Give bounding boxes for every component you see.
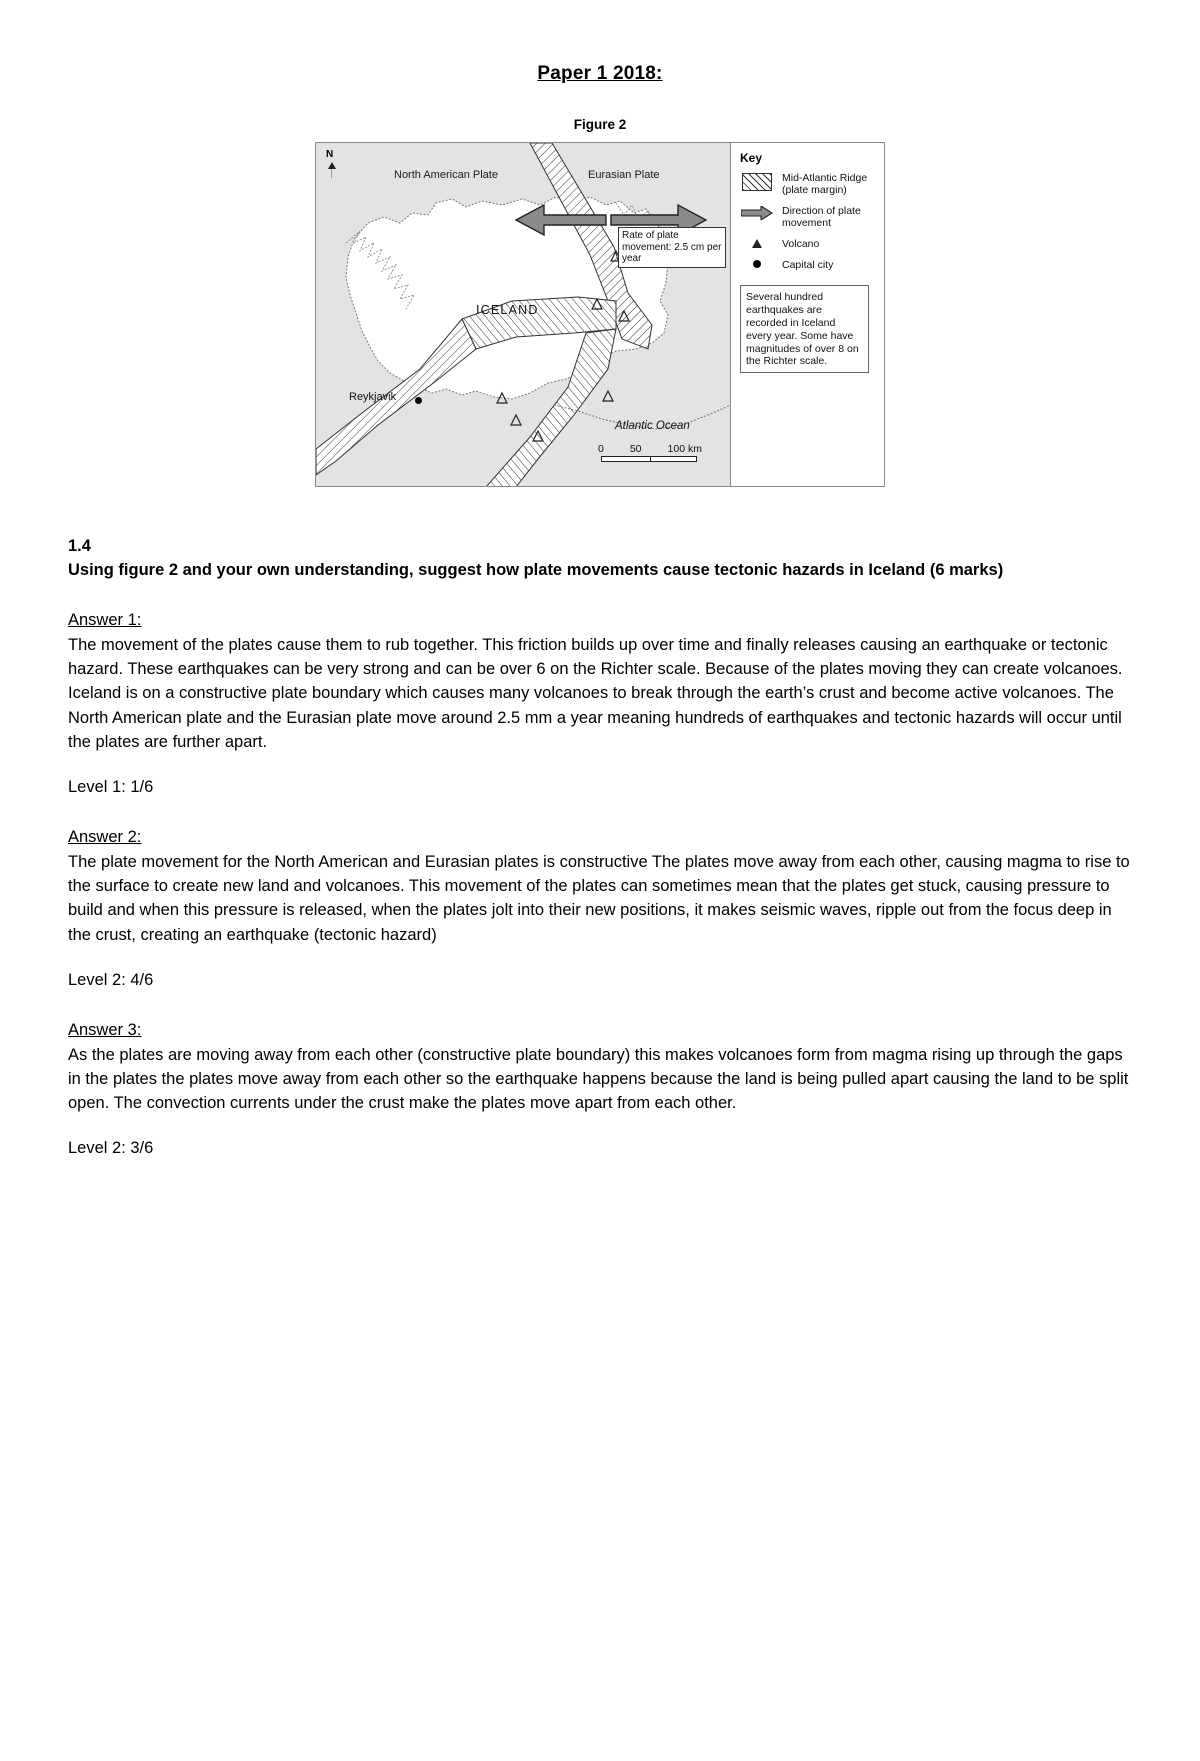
label-reykjavik: Reykjavik xyxy=(349,391,397,403)
capital-city-dot-icon xyxy=(415,397,422,404)
key-item-capital-label: Capital city xyxy=(782,259,834,272)
compass-stem xyxy=(331,169,332,178)
figure-2-map xyxy=(315,142,885,487)
volcano-symbol xyxy=(603,391,613,401)
answer-2-body: The plate movement for the North American and Eurasian plates is constructive The plates move away from each other, causing magma to rise to the surface to create new land and volcanoes. This movement of the plates can sometimes mean that the plates get stuck, causing pressure to build and when this pressure is released, when the plates jolt into their new positions, it makes seismic waves, ripple out from the focus deep in the crust, creating an earthquake (tectonic hazard) xyxy=(68,852,1130,944)
scale-bar-graphic xyxy=(601,456,697,462)
answer-2-level: Level 2: 4/6 xyxy=(68,970,154,989)
hatched-band-icon xyxy=(740,172,774,191)
map-key-panel xyxy=(731,143,884,486)
volcano-symbol xyxy=(511,415,521,425)
answer-1-body: The movement of the plates cause them to rub together. This friction builds up over time and finally releases causing an earthquake or tectonic hazard. These earthquakes can be very strong and can be over 6 on the Richter scale. Because of the plates moving they can create volcanoes. Iceland is on a constructive plate boundary which causes many volcanoes to break through the earth’s crust and become active volcanoes. The North American plate and the Eurasian plate move around 2.5 mm a year meaning hundreds of earthquakes and tectonic hazards will occur until the plates are further apart. xyxy=(68,635,1123,751)
page-title: Paper 1 2018: xyxy=(537,63,663,84)
answer-1-level: Level 1: 1/6 xyxy=(68,778,154,797)
scale-tick-100: 100 km xyxy=(667,443,702,455)
map-scale-bar xyxy=(598,443,702,462)
document-body xyxy=(68,487,1136,1161)
scale-tick-0: 0 xyxy=(598,443,604,455)
arrow-icon xyxy=(740,205,774,220)
answer-3-heading: Answer 3: xyxy=(68,1020,142,1039)
key-item-direction-label: Direction of plate movement xyxy=(782,205,861,230)
compass-rose xyxy=(326,149,336,178)
answer-2-heading: Answer 2: xyxy=(68,827,142,846)
key-item-direction xyxy=(740,205,878,229)
question-number: 1.4 xyxy=(68,537,91,555)
dot-capital-icon xyxy=(740,259,774,268)
scale-tick-50: 50 xyxy=(629,443,642,455)
compass-label: N xyxy=(326,149,334,160)
rate-of-plate-movement-box: Rate of plate movement: 2.5 cm per year xyxy=(618,227,726,268)
question-text: Using figure 2 and your own understanding, suggest how plate movements cause tectonic hazards in Iceland (6 marks) xyxy=(68,560,1004,579)
map-panel xyxy=(316,143,731,486)
key-title: Key xyxy=(740,151,763,165)
figure-caption: Figure 2 xyxy=(573,117,627,132)
key-item-volcano xyxy=(740,238,878,250)
key-item-capital xyxy=(740,259,878,271)
key-item-ridge xyxy=(740,172,878,196)
compass-north-arrow-icon xyxy=(328,162,336,169)
label-eurasian-plate: Eurasian Plate xyxy=(588,169,660,181)
key-note-box: Several hundred earthquakes are recorded in Iceland every year. Some have magnitudes of over 8 on the Richter scale. xyxy=(740,285,869,373)
triangle-volcano-icon xyxy=(740,238,774,248)
key-item-ridge-label: Mid-Atlantic Ridge (plate margin) xyxy=(782,172,868,197)
key-item-volcano-label: Volcano xyxy=(782,238,820,251)
label-north-american-plate: North American Plate xyxy=(394,169,498,181)
answer-1-heading: Answer 1: xyxy=(68,610,142,629)
label-iceland: ICELAND xyxy=(476,303,539,317)
answer-3-body: As the plates are moving away from each other (constructive plate boundary) this makes volcanoes form from magma rising up through the gaps in the plates the plates move away from each other so the earthquake happens because the land is being pulled apart causing the land to be split open. The convection currents under the crust make the plates move apart from each other. xyxy=(68,1045,1129,1113)
document-page xyxy=(0,63,1200,1761)
label-atlantic-ocean: Atlantic Ocean xyxy=(615,420,690,432)
answer-3-level: Level 2: 3/6 xyxy=(68,1139,154,1158)
